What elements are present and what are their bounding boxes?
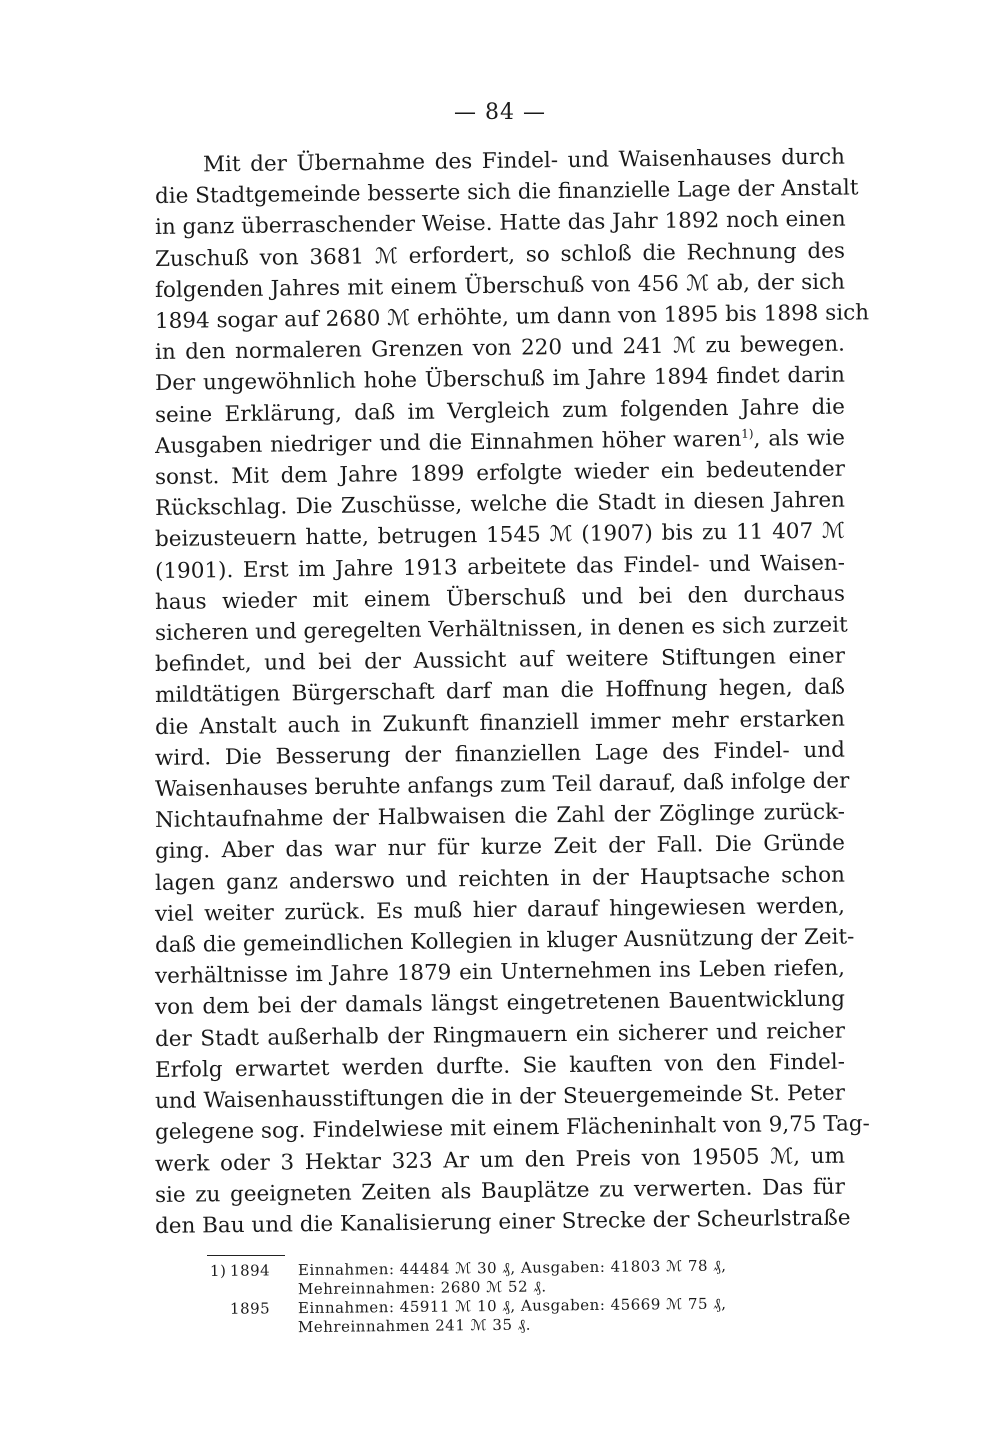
text-line: verhältnisse im Jahre 1879 ein Unternehmen ins Leben riefen, xyxy=(154,955,846,990)
text-line: Mit der Übernahme des Findel- und Waisenhauses durch xyxy=(202,144,846,178)
text-segment: Ausgaben niedriger und die Einnahmen höher waren xyxy=(154,426,742,459)
text-line: Erfolg erwartet werden durfte. Sie kauften von den Findel- xyxy=(154,1049,846,1083)
text-line: von dem bei der damals längst eingetretenen Bauentwicklung xyxy=(154,987,846,1021)
main-paragraph xyxy=(154,144,871,1242)
footnote-divider xyxy=(207,1255,285,1256)
page-number: — 84 — xyxy=(454,100,546,125)
text-line: lagen ganz anderswo und reichten in der Hauptsache schon xyxy=(154,862,846,896)
text-line: Zuschuß von 3681 ℳ erfordert, so schloß die Rechnung des xyxy=(154,238,846,272)
text-line: in ganz überraschender Weise. Hatte das Jahr 1892 noch einen xyxy=(154,206,846,241)
text-line: die Stadtgemeinde besserte sich die finanzielle Lage der Anstalt xyxy=(154,175,859,210)
footnote-text: Mehreinnahmen: 2680 ℳ 52 ₰. xyxy=(297,1277,547,1299)
text-line: mildtätigen Bürgerschaft darf man die Hoffnung hegen, daß xyxy=(154,675,846,709)
text-line: daß die gemeindlichen Kollegien in kluger Ausnützung der Zeit- xyxy=(154,924,855,959)
text-line: Nichtaufnahme der Halbwaisen die Zahl der Zöglinge zurück- xyxy=(154,799,846,834)
text-line: in den normaleren Grenzen von 220 und 241 ℳ zu bewegen. xyxy=(154,331,846,366)
footnote-text: Einnahmen: 45911 ℳ 10 ₰, Ausgaben: 45669 ℳ 75 ₰, xyxy=(297,1294,727,1318)
text-line: die Anstalt auch in Zukunft finanziell immer mehr erstarken xyxy=(154,706,846,740)
footnote-year: 1894 xyxy=(229,1261,271,1280)
text-line: befindet, und bei der Aussicht auf weitere Stiftungen einer xyxy=(154,643,846,678)
footnote-year: 1895 xyxy=(229,1299,271,1318)
text-segment: , als wie xyxy=(753,425,846,452)
text-line: sie zu geeigneten Zeiten als Bauplätze zu verwerten. Das für xyxy=(154,1174,846,1208)
text-line: der Stadt außerhalb der Ringmauern ein sicherer und reicher xyxy=(154,1018,846,1052)
text-line: haus wieder mit einem Überschuß und bei den durchaus xyxy=(154,581,846,615)
text-line: viel weiter zurück. Es muß hier darauf hingewiesen werden, xyxy=(154,893,846,927)
text-line: (1901). Erst im Jahre 1913 arbeitete das Findel- und Waisen- xyxy=(154,550,846,584)
text-line: den Bau und die Kanalisierung einer Strecke der Scheurlstraße xyxy=(154,1205,851,1239)
text-line: ging. Aber das war nur für kurze Zeit der Fall. Die Gründe xyxy=(154,831,846,865)
text-line: sonst. Mit dem Jahre 1899 erfolgte wieder ein bedeutender xyxy=(154,456,846,491)
text-line: gelegene sog. Findelwiese mit einem Flächeninhalt von 9,75 Tag- xyxy=(154,1111,871,1146)
text-line: werk oder 3 Hektar 323 Ar um den Preis von 19505 ℳ, um xyxy=(154,1143,846,1177)
footnote-reference[interactable]: 1) xyxy=(741,426,754,441)
text-line: Der ungewöhnlich hohe Überschuß im Jahre 1894 findet darin xyxy=(154,362,846,397)
text-line: beizusteuern hatte, betrugen 1545 ℳ (1907) bis zu 11 407 ℳ xyxy=(154,519,846,553)
text-line: sicheren und geregelten Verhältnissen, in denen es sich zurzeit xyxy=(154,612,848,647)
text-line: 1894 sogar auf 2680 ℳ erhöhte, um dann von 1895 bis 1898 sich xyxy=(154,300,870,335)
text-line: Waisenhauses beruhte anfangs zum Teil darauf, daß infolge der xyxy=(154,768,850,803)
footnote-text: Einnahmen: 44484 ℳ 30 ₰, Ausgaben: 41803 ℳ 78 ₰, xyxy=(297,1256,727,1280)
text-line: und Waisenhausstiftungen die in der Steuergemeinde St. Peter xyxy=(154,1080,846,1115)
text-line: Rückschlag. Die Zuschüsse, welche die Stadt in diesen Jahren xyxy=(154,487,846,522)
footnote-mark xyxy=(210,1300,230,1319)
text-line: seine Erklärung, daß im Vergleich zum folgenden Jahre die xyxy=(154,394,846,428)
footnote-text: Mehreinnahmen 241 ℳ 35 ₰. xyxy=(297,1315,532,1337)
text-line: wird. Die Besserung der finanziellen Lage des Findel- und xyxy=(154,737,846,771)
footnotes xyxy=(209,1256,850,1338)
footnote-mark: 1) xyxy=(209,1261,227,1280)
text-line: folgenden Jahres mit einem Überschuß von 456 ℳ ab, der sich xyxy=(154,269,846,303)
